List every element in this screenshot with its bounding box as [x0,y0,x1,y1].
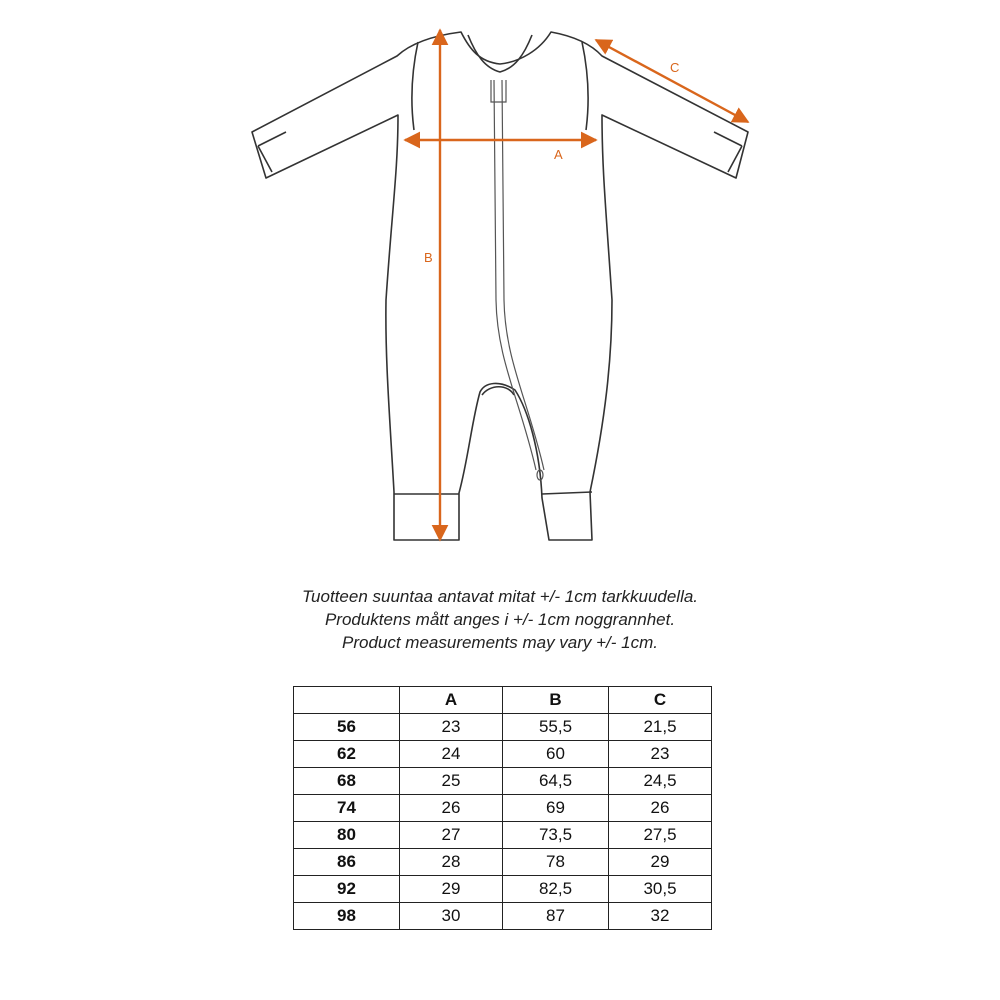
value-c-cell: 27,5 [609,822,712,849]
note-finnish: Tuotteen suuntaa antavat mitat +/- 1cm tarkkuudella. [301,587,699,606]
dimension-label-a: A [554,147,563,162]
size-cell: 56 [294,714,400,741]
dimension-label-c: C [670,60,680,75]
header-c: C [609,687,712,714]
value-b-cell: 87 [503,903,609,930]
dimension-arrow-c [596,40,748,122]
romper-body-outline [252,32,748,540]
header-a: A [400,687,503,714]
table-row [294,876,712,903]
value-b-cell: 55,5 [503,714,609,741]
value-b-cell: 82,5 [503,876,609,903]
table-row [294,741,712,768]
value-b-cell: 78 [503,849,609,876]
value-a-cell: 30 [400,903,503,930]
zipper-tape-left [494,80,536,470]
value-b-cell: 73,5 [503,822,609,849]
value-a-cell: 23 [400,714,503,741]
value-a-cell: 24 [400,741,503,768]
table-row [294,822,712,849]
romper-outline [252,32,748,540]
value-a-cell: 25 [400,768,503,795]
value-c-cell: 32 [609,903,712,930]
value-a-cell: 27 [400,822,503,849]
header-size [294,687,400,714]
size-cell: 62 [294,741,400,768]
measurement-notes [0,585,1000,654]
table-row [294,795,712,822]
value-a-cell: 29 [400,876,503,903]
note-swedish: Produktens mått anges i +/- 1cm noggrannhet. [324,610,676,629]
value-c-cell: 29 [609,849,712,876]
collar-seam [468,35,532,72]
table-row [294,714,712,741]
value-b-cell: 69 [503,795,609,822]
value-b-cell: 64,5 [503,768,609,795]
size-cell: 98 [294,903,400,930]
size-cell: 86 [294,849,400,876]
size-cell: 68 [294,768,400,795]
size-cell: 80 [294,822,400,849]
size-table [293,686,712,930]
right-leg-cuff [542,492,592,494]
dimension-arrows [405,30,748,540]
zipper-tape-right [502,80,544,470]
right-sleeve-cuff [714,132,742,172]
right-armhole-seam [582,42,588,130]
crotch-seam [482,387,514,395]
left-armhole-seam [412,42,418,130]
value-a-cell: 28 [400,849,503,876]
dimension-label-b: B [424,250,433,265]
value-b-cell: 60 [503,741,609,768]
value-a-cell: 26 [400,795,503,822]
value-c-cell: 30,5 [609,876,712,903]
table-row [294,903,712,930]
value-c-cell: 23 [609,741,712,768]
value-c-cell: 21,5 [609,714,712,741]
table-row [294,768,712,795]
size-cell: 92 [294,876,400,903]
size-cell: 74 [294,795,400,822]
table-header-row [294,687,712,714]
value-c-cell: 24,5 [609,768,712,795]
zipper-garage [491,80,506,102]
value-c-cell: 26 [609,795,712,822]
header-b: B [503,687,609,714]
table-row [294,849,712,876]
note-english: Product measurements may vary +/- 1cm. [341,633,659,652]
